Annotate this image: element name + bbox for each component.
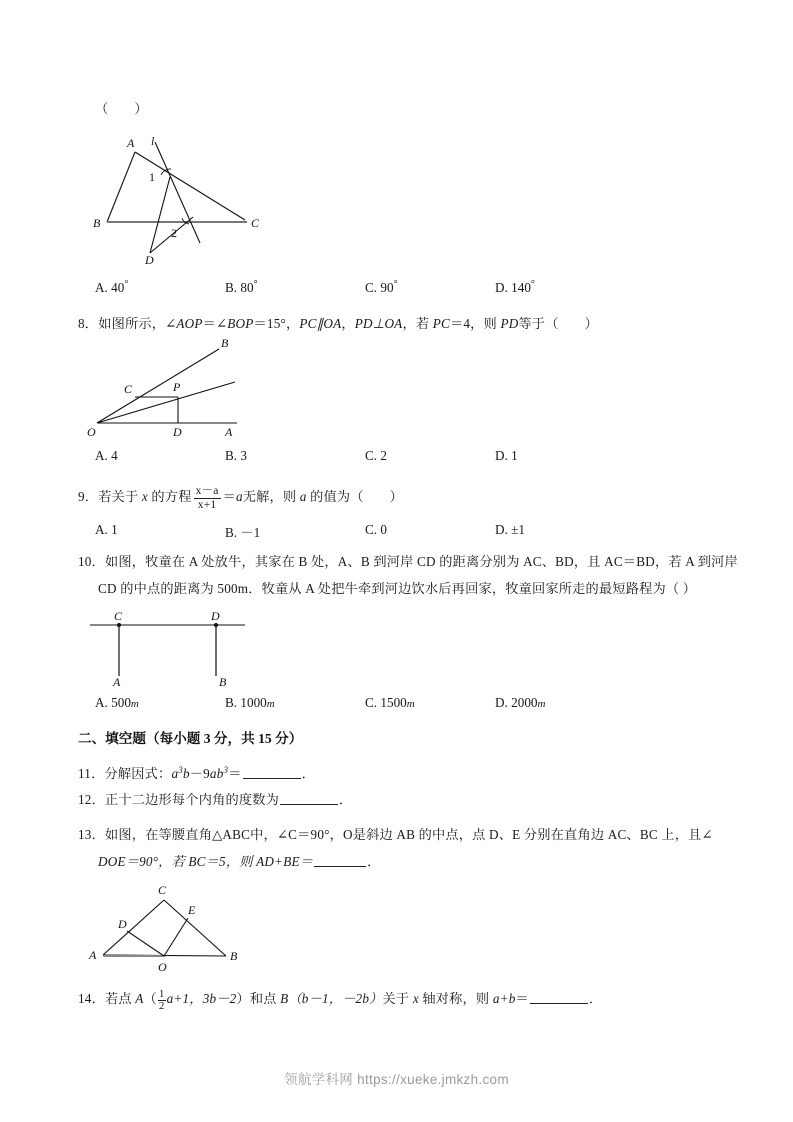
q7-label-C: C (251, 216, 260, 230)
q7-figure-triangle-abc-line-l (85, 125, 275, 265)
q7-label-2: 2 (171, 226, 177, 240)
q7-trailing-parenthesis (95, 98, 148, 120)
q7-label-A: A (127, 136, 135, 150)
q14-fraction-one-half: $\frac{1}{2}$ (158, 987, 165, 1012)
q10-label-C: C (114, 609, 123, 623)
q8-label-O: O (87, 425, 96, 439)
q14-number: 14． (78, 991, 105, 1006)
q13-stem-line2: DOE＝90°，若 BC＝5，则 AD+BE＝ ． (98, 854, 381, 869)
q7-option-d[interactable]: D. 140° (495, 279, 535, 295)
q12-stem: 12．正十二边形每个内角的度数为 ． (78, 792, 353, 807)
q9-option-b[interactable]: B. －1 (225, 525, 261, 540)
q9-option-d[interactable]: D. ±1 (495, 522, 525, 537)
q8-figure-angle-aob (85, 335, 270, 440)
q9-fraction: $\frac{x-a}{x+1}$ (195, 485, 219, 511)
q8-label-D: D (173, 425, 182, 439)
q8-number: 8． (78, 316, 99, 331)
q11-stem: 11．分解因式：$a^3b-9ab^3=$ ． (78, 765, 315, 781)
q7-label-l: l (151, 134, 155, 148)
q11-number: 11． (78, 766, 105, 781)
q13-number: 13． (78, 827, 105, 842)
q7-paren-close: ） (134, 101, 148, 116)
q10-option-c[interactable]: C. 1500m (365, 695, 415, 710)
q13-label-O: O (158, 960, 167, 974)
q8-option-c[interactable]: C. 2 (365, 448, 387, 463)
q7-label-B: B (93, 216, 101, 230)
q10-stem-line2: CD 的中点的距离为 500m．牧童从 A 处把牛牵到河边饮水后再回家，牧童回家所走的最短路程为（ ） (98, 581, 697, 596)
q10-label-D: D (211, 609, 220, 623)
q8-label-C: C (124, 382, 133, 396)
q10-number: 10． (78, 554, 105, 569)
q13-answer-blank[interactable] (314, 854, 366, 867)
q13-label-A: A (89, 948, 97, 962)
q7-options (0, 279, 660, 299)
q10-stem-line1: 10．如图，牧童在 A 处放牛，其家在 B 处，A、B 到河岸 CD 的距离分别为 AC、BD，且 AC＝BD，若 A 到河岸 (78, 554, 738, 569)
q13-label-B: B (230, 949, 238, 963)
q8-label-A: A (225, 425, 233, 439)
q10-figure-river-cd (85, 608, 270, 688)
q13-label-D: D (118, 917, 127, 931)
q9-option-a[interactable]: A. 1 (95, 522, 118, 537)
q10-options (0, 695, 660, 715)
q10-label-A: A (113, 675, 121, 688)
q13-label-C: C (158, 883, 167, 897)
q8-option-d[interactable]: D. 1 (495, 448, 518, 463)
q7-option-a[interactable]: A. 40° (95, 279, 129, 295)
q8-options (0, 448, 660, 468)
q13-figure-isosceles-right-triangle (85, 880, 385, 985)
q10-option-a[interactable]: A. 500m (95, 695, 139, 710)
q14-stem: 14．若点 A（ $\frac{1}{2}$ a+1，3b－2）和点 B（b－1，－2b）关于 x 轴对称，则 a+b＝ ． (78, 987, 603, 1012)
q8-label-P: P (173, 380, 181, 394)
q8-stem: 8．如图所示，∠AOP＝∠BOP＝15°，PC∥OA，PD⊥OA，若 PC＝4，则 PD等于（ ） (78, 316, 598, 331)
q13-label-E: E (188, 903, 196, 917)
q11-answer-blank[interactable] (243, 766, 301, 779)
q7-option-b[interactable]: B. 80° (225, 279, 258, 295)
q7-label-D: D (145, 253, 154, 265)
q9-stem: 9．若关于 x 的方程 $\frac{x-a}{x+1}$ ＝a无解，则 a 的值为（ ） (78, 485, 404, 511)
q8-label-B: B (221, 336, 229, 350)
q10-label-B: B (219, 675, 227, 688)
q7-paren-open: （ (95, 101, 109, 116)
q8-option-a[interactable]: A. 4 (95, 448, 118, 463)
q9-options (0, 522, 660, 542)
q14-answer-blank[interactable] (530, 991, 588, 1004)
q12-answer-blank[interactable] (280, 792, 338, 805)
q13-stem-line1: 13．如图，在等腰直角△ABC中，∠C＝90°，O是斜边 AB 的中点，点 D、E 分别在直角边 AC、BC 上，且∠ (78, 827, 713, 842)
q8-option-b[interactable]: B. 3 (225, 448, 247, 463)
footer-watermark: 领航学科网 https://xueke.jmkzh.com (284, 1072, 509, 1087)
q9-number: 9． (78, 489, 99, 504)
q7-label-1: 1 (149, 170, 155, 184)
q12-number: 12． (78, 792, 105, 807)
section-2-heading: 二、填空题（每小题 3 分，共 15 分） (78, 731, 303, 746)
q9-option-c[interactable]: C. 0 (365, 522, 387, 537)
q7-option-c[interactable]: C. 90° (365, 279, 398, 295)
q10-option-d[interactable]: D. 2000m (495, 695, 546, 710)
q10-option-b[interactable]: B. 1000m (225, 695, 275, 710)
